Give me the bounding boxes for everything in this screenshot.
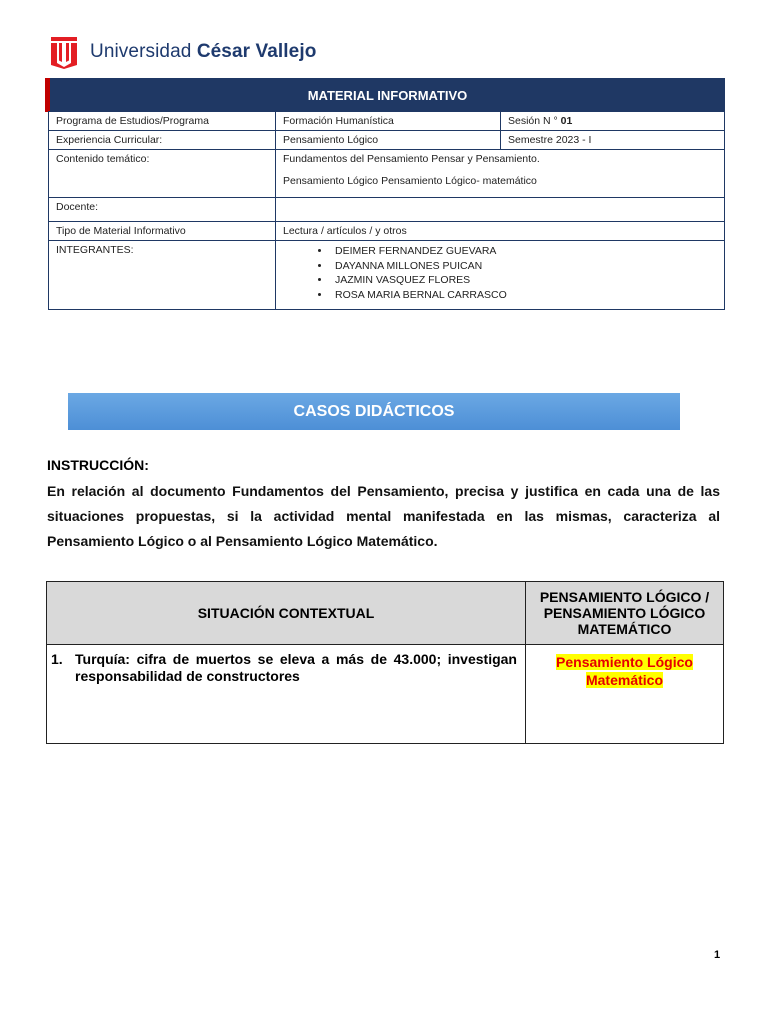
contenido-line-1: Fundamentos del Pensamiento Pensar y Pensamiento.	[283, 153, 540, 165]
list-item: • DAYANNA MILLONES PUICAN	[331, 259, 717, 274]
situation-text	[51, 651, 521, 685]
info-table	[48, 111, 725, 310]
header-situacion: SITUACIÓN CONTEXTUAL	[47, 582, 526, 645]
contenido-value	[276, 150, 725, 198]
experiencia-value: Pensamiento Lógico	[276, 131, 501, 150]
cases-header-row	[47, 582, 724, 645]
university-name	[90, 41, 316, 63]
info-row-experiencia	[49, 131, 725, 150]
page-number: 1	[714, 949, 721, 961]
university-name-bold: César Vallejo	[196, 41, 317, 62]
integrantes-label: INTEGRANTES:	[49, 241, 276, 310]
contenido-label: Contenido temático:	[49, 150, 276, 198]
sesion-value: 01	[560, 115, 573, 127]
instruccion-title: INSTRUCCIÓN:	[47, 457, 149, 473]
ucv-logo-icon	[50, 35, 78, 69]
university-logo	[50, 34, 316, 70]
sesion-label: Sesión N °	[508, 115, 561, 127]
info-row-integrantes	[49, 241, 725, 310]
sesion-cell	[501, 112, 725, 131]
case-answer: Pensamiento Lógico Matemático	[556, 654, 693, 688]
info-row-contenido	[49, 150, 725, 198]
experiencia-label: Experiencia Curricular:	[49, 131, 276, 150]
material-informativo-header: MATERIAL INFORMATIVO	[45, 78, 725, 112]
casos-didacticos-banner: CASOS DIDÁCTICOS	[68, 393, 680, 430]
tipo-label: Tipo de Material Informativo	[49, 222, 276, 241]
semestre-value: Semestre 2023 - I	[501, 131, 725, 150]
programa-value: Formación Humanística	[276, 112, 501, 131]
cases-table	[46, 581, 724, 744]
answer-cell	[526, 645, 724, 744]
docente-label: Docente:	[49, 198, 276, 222]
instruccion-body: En relación al documento Fundamentos del Pensamiento, precisa y justifica en cada una de las situaciones propuestas, si la actividad mental manifestada en las mismas, caracteriza al Pensamiento Lógico o al Pensamiento Lógico Matemático.	[47, 483, 720, 549]
info-row-tipo	[49, 222, 725, 241]
case-situation: Turquía: cifra de muertos se eleva a más de 43.000; investigan responsabilidad de constructores	[75, 651, 517, 684]
situation-cell	[47, 645, 526, 744]
info-row-programa	[49, 112, 725, 131]
tipo-value: Lectura / artículos / y otros	[276, 222, 725, 241]
info-row-docente	[49, 198, 725, 222]
list-item: • DEIMER FERNANDEZ GUEVARA	[331, 244, 717, 259]
table-row	[47, 645, 724, 744]
header-pensamiento: PENSAMIENTO LÓGICO / PENSAMIENTO LÓGICO MATEMÁTICO	[526, 582, 724, 645]
list-item: • JAZMIN VASQUEZ FLORES	[331, 273, 717, 288]
integrantes-list	[283, 244, 717, 302]
case-number: 1.	[51, 651, 63, 667]
university-name-regular: Universidad	[90, 41, 197, 62]
integrantes-cell	[276, 241, 725, 310]
programa-label: Programa de Estudios/Programa	[49, 112, 276, 131]
docente-value	[276, 198, 725, 222]
list-item: • ROSA MARIA BERNAL CARRASCO	[331, 288, 717, 303]
answer-wrap	[530, 651, 719, 689]
contenido-line-2: Pensamiento Lógico Pensamiento Lógico- matemático	[283, 175, 537, 187]
